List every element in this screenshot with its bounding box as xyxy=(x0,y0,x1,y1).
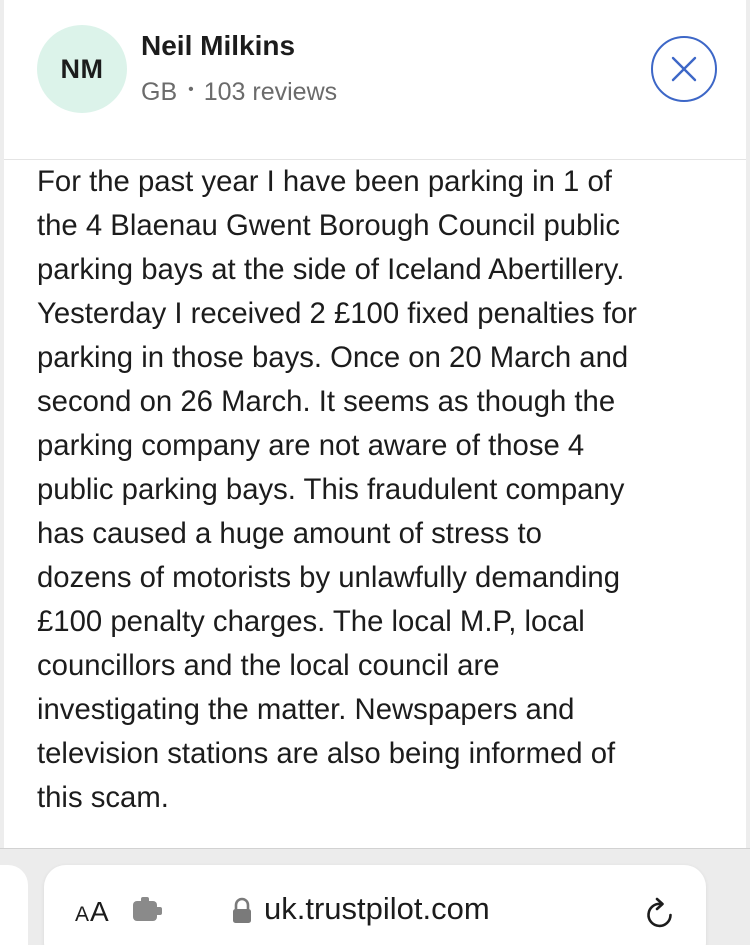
review-line: dozens of motorists by unlawfully demanding xyxy=(37,561,620,594)
review-line: second on 26 March. It seems as though the xyxy=(37,385,616,418)
review-line: Yesterday I received 2 £100 fixed penalties for xyxy=(37,297,637,330)
close-button[interactable] xyxy=(651,36,717,102)
review-body xyxy=(37,160,727,820)
review-line: public parking bays. This fraudulent company xyxy=(37,473,625,506)
reviewer-name[interactable]: Neil Milkins xyxy=(141,30,296,61)
review-line: £100 penalty charges. The local M.P, local xyxy=(37,605,585,638)
lock-icon xyxy=(231,897,253,925)
meta-separator: • xyxy=(188,80,194,98)
reviewer-country: GB xyxy=(141,78,178,106)
aa-small: A xyxy=(75,903,90,926)
review-line: parking company are not aware of those 4 xyxy=(37,429,585,462)
review-line: investigating the matter. Newspapers and xyxy=(37,693,575,726)
review-header xyxy=(4,0,746,160)
reviewer-review-count: 103 reviews xyxy=(203,78,338,106)
reviewer-meta xyxy=(141,78,337,107)
review-line: councillors and the local council are xyxy=(37,649,500,682)
previous-tab-pill[interactable] xyxy=(0,865,28,945)
review-line: parking bays at the side of Iceland Abertillery. xyxy=(37,253,625,286)
reader-settings-button[interactable] xyxy=(75,896,109,928)
avatar xyxy=(37,25,127,113)
review-line: this scam. xyxy=(37,781,169,814)
review-line: the 4 Blaenau Gwent Borough Council public xyxy=(37,209,621,242)
review-line: television stations are also being informed of xyxy=(37,737,616,770)
aa-large: A xyxy=(90,896,109,927)
browser-bottom-bar xyxy=(0,848,750,945)
address-bar[interactable] xyxy=(44,865,706,945)
avatar-initials: NM xyxy=(60,53,104,84)
review-line: has caused a huge amount of stress to xyxy=(37,517,542,550)
extension-icon[interactable] xyxy=(131,895,165,925)
review-line: For the past year I have been parking in 1 of xyxy=(37,165,612,198)
reload-icon[interactable] xyxy=(644,895,678,931)
url-text[interactable]: uk.trustpilot.com xyxy=(264,891,490,926)
close-icon xyxy=(671,56,697,82)
review-line: parking in those bays. Once on 20 March and xyxy=(37,341,629,374)
